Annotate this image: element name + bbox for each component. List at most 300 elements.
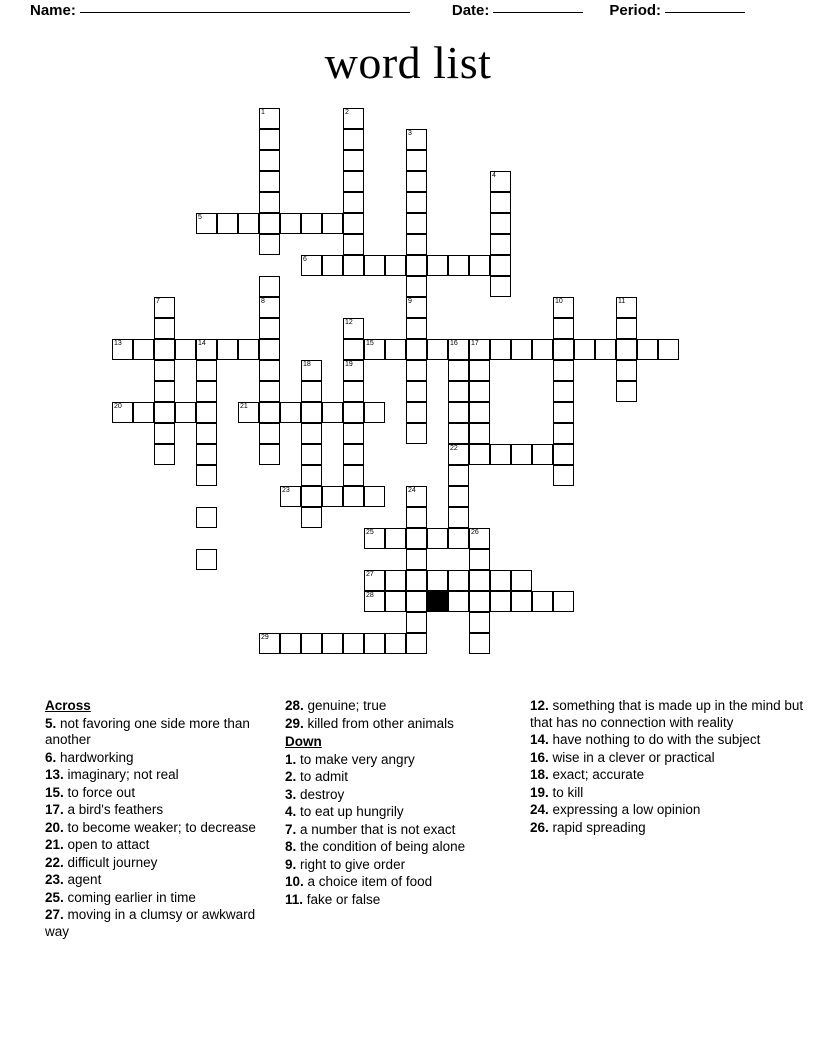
grid-cell[interactable] (553, 318, 574, 339)
clue-text: fake or false (306, 891, 381, 907)
clue-number: 24. (530, 802, 553, 817)
clue-number: 17. (45, 802, 68, 817)
grid-cell[interactable] (112, 339, 133, 360)
grid-cell[interactable] (532, 444, 553, 465)
grid-cell[interactable] (301, 486, 322, 507)
grid-cell[interactable] (259, 276, 280, 297)
grid-cell[interactable] (343, 486, 364, 507)
grid-cell-number: 20 (114, 403, 122, 410)
grid-cell[interactable] (343, 129, 364, 150)
grid-cell[interactable] (343, 339, 364, 360)
clue-text: to become weaker; to decrease (67, 819, 256, 835)
clue-column-1 (45, 698, 275, 941)
crossword-grid[interactable] (0, 108, 816, 694)
clue-text: killed from other animals (307, 715, 454, 731)
grid-cell-number: 12 (345, 319, 353, 326)
grid-cell[interactable] (259, 339, 280, 360)
grid-cell[interactable] (301, 213, 322, 234)
grid-cell[interactable] (259, 423, 280, 444)
clue-text: a bird's feathers (67, 802, 164, 817)
grid-cell[interactable] (448, 360, 469, 381)
clue-item (530, 820, 805, 837)
grid-cell[interactable] (406, 234, 427, 255)
grid-cell[interactable] (448, 528, 469, 549)
grid-cell[interactable] (427, 339, 448, 360)
grid-cell-number: 21 (240, 403, 248, 410)
grid-cell[interactable] (385, 528, 406, 549)
grid-cell[interactable] (301, 465, 322, 486)
grid-cell[interactable] (301, 381, 322, 402)
grid-cell[interactable] (154, 360, 175, 381)
grid-cell[interactable] (553, 297, 574, 318)
clue-item (45, 802, 275, 819)
grid-cell[interactable] (364, 339, 385, 360)
grid-cell[interactable] (511, 339, 532, 360)
date-label: Date: (451, 2, 490, 19)
grid-cell[interactable] (154, 423, 175, 444)
grid-cell[interactable] (469, 339, 490, 360)
grid-cell[interactable] (469, 360, 490, 381)
grid-cell[interactable] (301, 360, 322, 381)
clue-number: 12. (530, 698, 553, 713)
grid-cell[interactable] (343, 150, 364, 171)
grid-cell[interactable] (406, 276, 427, 297)
grid-cell[interactable] (301, 402, 322, 423)
clue-item (530, 732, 805, 749)
grid-cell-number: 4 (492, 172, 496, 179)
clue-text: expressing a low opinion (552, 802, 701, 817)
grid-cell[interactable] (490, 276, 511, 297)
grid-cell[interactable] (259, 171, 280, 192)
grid-cell[interactable] (154, 444, 175, 465)
grid-cell[interactable] (469, 255, 490, 276)
grid-cell[interactable] (448, 381, 469, 402)
clue-number: 21. (45, 837, 68, 852)
grid-cell-number: 7 (156, 298, 160, 305)
clue-number: 11. (285, 891, 307, 907)
grid-cell[interactable] (217, 213, 238, 234)
grid-cell-number: 5 (198, 214, 202, 221)
grid-cell[interactable] (301, 633, 322, 654)
clue-text: genuine; true (307, 698, 387, 713)
grid-cell-number: 18 (303, 361, 311, 368)
clue-number: 23. (45, 872, 68, 887)
clue-item (285, 804, 530, 821)
grid-cell[interactable] (469, 402, 490, 423)
grid-cell[interactable] (616, 297, 637, 318)
grid-cell[interactable] (343, 360, 364, 381)
grid-cell[interactable] (406, 528, 427, 549)
grid-cell[interactable] (175, 339, 196, 360)
grid-cell[interactable] (238, 339, 259, 360)
clue-number: 28. (285, 698, 308, 713)
grid-cell[interactable] (259, 108, 280, 129)
grid-cell[interactable] (406, 423, 427, 444)
clue-item (45, 855, 275, 872)
grid-cell[interactable] (595, 339, 616, 360)
clue-number: 1. (285, 751, 301, 767)
grid-cell[interactable] (406, 255, 427, 276)
period-label: Period: (609, 2, 662, 19)
clue-item (530, 802, 805, 819)
grid-cell[interactable] (175, 402, 196, 423)
clue-number: 4. (285, 804, 301, 819)
grid-cell[interactable] (469, 444, 490, 465)
grid-cell-block (427, 591, 448, 612)
grid-cell[interactable] (469, 423, 490, 444)
grid-cell[interactable] (364, 486, 385, 507)
grid-cell[interactable] (280, 213, 301, 234)
grid-cell[interactable] (343, 402, 364, 423)
grid-cell[interactable] (406, 570, 427, 591)
grid-cell[interactable] (364, 255, 385, 276)
grid-cell[interactable] (301, 444, 322, 465)
grid-cell[interactable] (532, 339, 553, 360)
clue-item (285, 769, 530, 786)
period-blank-line[interactable] (665, 11, 745, 13)
clue-item (45, 837, 275, 854)
clue-item (285, 698, 530, 715)
grid-cell[interactable] (532, 591, 553, 612)
grid-cell-number: 24 (408, 487, 416, 494)
clue-text: exact; accurate (552, 767, 645, 782)
grid-cell-number: 25 (366, 529, 374, 536)
grid-cell[interactable] (238, 402, 259, 423)
grid-cell[interactable] (343, 255, 364, 276)
grid-cell[interactable] (196, 381, 217, 402)
clue-number: 25. (45, 889, 68, 905)
grid-cell[interactable] (490, 339, 511, 360)
name-blank-line[interactable] (80, 11, 410, 13)
grid-cell[interactable] (364, 591, 385, 612)
grid-cell[interactable] (343, 381, 364, 402)
grid-cell[interactable] (196, 339, 217, 360)
clue-item (285, 892, 530, 909)
grid-cell-number: 6 (303, 256, 307, 263)
grid-cell-number: 22 (450, 445, 458, 452)
grid-cell[interactable] (553, 360, 574, 381)
grid-cell[interactable] (553, 339, 574, 360)
grid-cell[interactable] (616, 360, 637, 381)
grid-cell[interactable] (322, 633, 343, 654)
grid-cell[interactable] (133, 402, 154, 423)
grid-cell[interactable] (490, 444, 511, 465)
grid-cell[interactable] (553, 591, 574, 612)
grid-cell[interactable] (406, 591, 427, 612)
grid-cell[interactable] (259, 318, 280, 339)
grid-cell[interactable] (616, 381, 637, 402)
clue-number: 29. (285, 715, 308, 731)
name-label: Name: (30, 2, 76, 19)
grid-cell[interactable] (469, 591, 490, 612)
grid-cell-number: 8 (261, 298, 265, 305)
grid-cell[interactable] (343, 423, 364, 444)
grid-cell[interactable] (385, 339, 406, 360)
grid-cell[interactable] (343, 318, 364, 339)
grid-cell[interactable] (427, 528, 448, 549)
clue-text: right to give order (300, 856, 406, 872)
grid-cell[interactable] (406, 213, 427, 234)
grid-cell[interactable] (154, 339, 175, 360)
clue-item (285, 716, 530, 733)
grid-cell[interactable] (301, 507, 322, 528)
clue-text: open to attact (67, 837, 150, 852)
grid-cell[interactable] (553, 381, 574, 402)
grid-cell[interactable] (406, 150, 427, 171)
clue-number: 7. (285, 821, 301, 837)
grid-cell[interactable] (448, 339, 469, 360)
grid-cell[interactable] (196, 507, 217, 528)
grid-cell-number: 19 (345, 361, 353, 368)
grid-cell[interactable] (343, 234, 364, 255)
grid-cell[interactable] (343, 213, 364, 234)
clue-text: difficult journey (67, 854, 158, 870)
grid-cell[interactable] (427, 255, 448, 276)
grid-cell-number: 29 (261, 634, 269, 641)
clue-text: the condition of being alone (300, 839, 466, 854)
grid-cell[interactable] (490, 234, 511, 255)
clue-number: 9. (285, 856, 301, 872)
grid-cell[interactable] (658, 339, 679, 360)
grid-cell-number: 13 (114, 340, 122, 347)
date-field (452, 2, 584, 19)
clue-text: to force out (67, 784, 136, 800)
clue-text: not favoring one side more than another (45, 715, 250, 747)
clue-text: moving in a clumsy or awkward way (45, 907, 256, 939)
grid-cell[interactable] (490, 192, 511, 213)
clue-item (285, 787, 530, 804)
grid-cell[interactable] (490, 213, 511, 234)
grid-cell-number: 16 (450, 340, 458, 347)
grid-cell[interactable] (385, 633, 406, 654)
grid-cell[interactable] (511, 591, 532, 612)
grid-cell[interactable] (448, 591, 469, 612)
date-blank-line[interactable] (493, 11, 583, 13)
name-field (30, 2, 410, 19)
grid-cell[interactable] (637, 339, 658, 360)
grid-cell[interactable] (616, 339, 637, 360)
clue-lists (45, 698, 804, 998)
grid-cell[interactable] (553, 465, 574, 486)
grid-cell[interactable] (406, 171, 427, 192)
grid-cell[interactable] (259, 381, 280, 402)
grid-cell[interactable] (406, 402, 427, 423)
grid-cell[interactable] (553, 423, 574, 444)
clue-item (45, 872, 275, 889)
grid-cell[interactable] (280, 633, 301, 654)
grid-cell[interactable] (448, 255, 469, 276)
clue-item (45, 767, 275, 784)
clue-text: hardworking (60, 749, 134, 765)
grid-cell[interactable] (448, 570, 469, 591)
grid-cell[interactable] (511, 570, 532, 591)
grid-cell-number: 17 (471, 340, 479, 347)
clue-number: 20. (45, 819, 68, 835)
grid-cell[interactable] (343, 465, 364, 486)
grid-cell[interactable] (406, 360, 427, 381)
grid-cell[interactable] (280, 402, 301, 423)
clue-item (530, 767, 805, 784)
grid-cell[interactable] (469, 528, 490, 549)
grid-cell[interactable] (469, 570, 490, 591)
grid-cell[interactable] (406, 192, 427, 213)
grid-cell[interactable] (154, 402, 175, 423)
grid-cell[interactable] (406, 381, 427, 402)
clue-text: to kill (552, 784, 584, 800)
clue-text: something that is made up in the mind but that has no connection with reality (530, 698, 804, 730)
period-field (609, 2, 745, 19)
grid-cell[interactable] (448, 486, 469, 507)
grid-cell[interactable] (196, 423, 217, 444)
grid-cell[interactable] (301, 423, 322, 444)
grid-cell[interactable] (343, 108, 364, 129)
grid-cell[interactable] (154, 297, 175, 318)
grid-cell-number: 1 (261, 109, 265, 116)
across-heading: Across (45, 698, 91, 713)
clue-text: to admit (300, 769, 349, 784)
grid-cell[interactable] (364, 570, 385, 591)
grid-cell[interactable] (196, 549, 217, 570)
grid-cell[interactable] (553, 402, 574, 423)
clue-item (285, 857, 530, 874)
clue-text: to make very angry (300, 751, 415, 767)
clue-item (285, 822, 530, 839)
grid-cell[interactable] (406, 507, 427, 528)
grid-cell[interactable] (511, 444, 532, 465)
clue-item (45, 785, 275, 802)
grid-cell-number: 28 (366, 592, 374, 599)
grid-cell[interactable] (448, 402, 469, 423)
grid-cell[interactable] (406, 129, 427, 150)
grid-cell[interactable] (259, 444, 280, 465)
grid-cell-number: 26 (471, 529, 479, 536)
grid-cell[interactable] (448, 465, 469, 486)
grid-cell[interactable] (616, 318, 637, 339)
clue-number: 18. (530, 767, 553, 782)
clue-text: rapid spreading (552, 819, 646, 835)
grid-cell[interactable] (574, 339, 595, 360)
grid-cell[interactable] (259, 360, 280, 381)
grid-cell[interactable] (322, 402, 343, 423)
grid-cell[interactable] (322, 486, 343, 507)
grid-cell[interactable] (469, 633, 490, 654)
grid-cell[interactable] (196, 213, 217, 234)
grid-cell[interactable] (196, 465, 217, 486)
grid-cell[interactable] (259, 192, 280, 213)
grid-cell[interactable] (238, 213, 259, 234)
grid-cell[interactable] (301, 255, 322, 276)
clue-number: 13. (45, 767, 68, 782)
grid-cell[interactable] (385, 255, 406, 276)
clue-number: 22. (45, 854, 68, 870)
grid-cell[interactable] (259, 129, 280, 150)
grid-cell[interactable] (154, 318, 175, 339)
clue-number: 26. (530, 819, 553, 835)
grid-cell[interactable] (469, 381, 490, 402)
grid-cell[interactable] (343, 171, 364, 192)
clue-column-2 (285, 698, 530, 909)
clue-item (285, 752, 530, 769)
clue-column-3 (530, 698, 805, 837)
clue-number: 16. (530, 749, 553, 765)
grid-cell[interactable] (427, 570, 448, 591)
grid-cell[interactable] (448, 444, 469, 465)
grid-cell[interactable] (406, 612, 427, 633)
grid-cell[interactable] (364, 402, 385, 423)
grid-cell-number: 9 (408, 298, 412, 305)
grid-cell[interactable] (259, 297, 280, 318)
grid-cell[interactable] (469, 549, 490, 570)
grid-cell[interactable] (112, 402, 133, 423)
grid-cell[interactable] (343, 192, 364, 213)
clue-number: 10. (285, 874, 308, 889)
grid-cell[interactable] (448, 507, 469, 528)
grid-cell[interactable] (217, 339, 238, 360)
grid-cell[interactable] (406, 339, 427, 360)
grid-cell[interactable] (469, 612, 490, 633)
clue-item (285, 874, 530, 891)
grid-cell[interactable] (364, 633, 385, 654)
grid-cell[interactable] (406, 318, 427, 339)
grid-cell[interactable] (133, 339, 154, 360)
clue-item (45, 716, 275, 749)
clue-text: agent (67, 872, 102, 887)
clue-item (530, 698, 805, 731)
grid-cell[interactable] (406, 486, 427, 507)
grid-cell[interactable] (322, 255, 343, 276)
clue-item (45, 890, 275, 907)
grid-cell-number: 14 (198, 340, 206, 347)
grid-cell[interactable] (196, 444, 217, 465)
grid-cell[interactable] (259, 633, 280, 654)
grid-cell[interactable] (490, 591, 511, 612)
grid-cell[interactable] (385, 591, 406, 612)
clue-number: 14. (530, 732, 553, 747)
clue-number: 2. (285, 769, 301, 784)
grid-cell[interactable] (490, 570, 511, 591)
grid-cell[interactable] (406, 297, 427, 318)
grid-cell[interactable] (154, 381, 175, 402)
grid-cell[interactable] (448, 423, 469, 444)
grid-cell[interactable] (322, 213, 343, 234)
grid-cell[interactable] (259, 213, 280, 234)
grid-cell-number: 11 (618, 298, 626, 305)
grid-cell[interactable] (196, 402, 217, 423)
grid-cell[interactable] (259, 150, 280, 171)
grid-cell[interactable] (490, 171, 511, 192)
clue-number: 27. (45, 907, 68, 922)
grid-cell[interactable] (490, 255, 511, 276)
clue-text: wise in a clever or practical (552, 749, 715, 765)
grid-cell[interactable] (406, 549, 427, 570)
grid-cell[interactable] (385, 570, 406, 591)
grid-cell[interactable] (553, 444, 574, 465)
grid-cell-number: 10 (555, 298, 563, 305)
grid-cell[interactable] (343, 633, 364, 654)
grid-cell[interactable] (259, 234, 280, 255)
grid-cell[interactable] (259, 402, 280, 423)
clue-text: have nothing to do with the subject (552, 732, 761, 747)
clue-text: to eat up hungrily (300, 804, 404, 819)
grid-cell[interactable] (343, 444, 364, 465)
grid-cell-number: 27 (366, 571, 374, 578)
grid-cell-number: 2 (345, 109, 349, 116)
grid-cell[interactable] (196, 360, 217, 381)
grid-cell[interactable] (280, 486, 301, 507)
grid-cell[interactable] (406, 633, 427, 654)
clue-text: destroy (300, 786, 345, 802)
grid-cell[interactable] (364, 528, 385, 549)
